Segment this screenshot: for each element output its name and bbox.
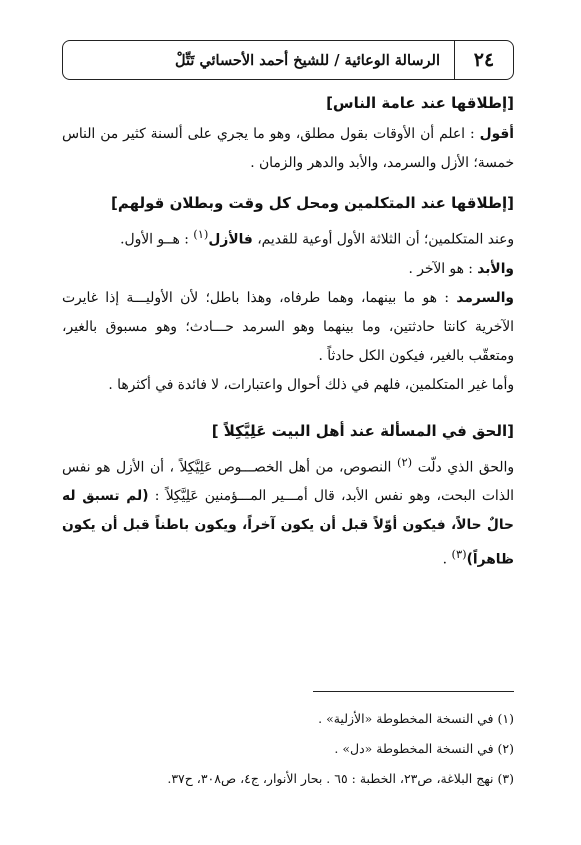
footnote-divider <box>313 691 514 692</box>
paragraph-text: النصوص، من أهل الخصـــوص عَلِيَّكِلاً ، أن الأزل هو نفس الذات البحت، وهو نفس الأبد، قال أمـــير المـــؤمنين عَلِيَّكِلاً : <box>62 459 514 505</box>
page-number: ٢٤ <box>454 41 513 79</box>
term-azal: فالأزل <box>208 231 253 248</box>
paragraph-azal <box>62 220 514 255</box>
term-sarmad: والسرمد <box>456 289 514 306</box>
paragraph-non-theologians: وأما غير المتكلمين، فلهم في ذلك أحوال واعتبارات، لا فائدة في أكثرها . <box>108 376 514 393</box>
paragraph-sarmad <box>62 284 514 371</box>
paragraph-truth <box>62 448 514 575</box>
term-abad: والأبد <box>477 260 514 277</box>
paragraph-text: وعند المتكلمين؛ أن الثلاثة الأول أوعية للقديم، <box>252 231 514 248</box>
footnote-ref-1[interactable]: (١) <box>193 227 209 241</box>
running-title: الرسالة الوعائية / للشيخ أحمد الأحسائي تَتِّلْ <box>175 51 440 69</box>
page-header <box>62 40 514 80</box>
paragraph-text: : هو الآخر . <box>408 260 478 277</box>
footnote-2: (٢) في النسخة المخطوطة «دل» . <box>334 741 514 756</box>
section-heading-theologians: [إطلاقها عند المتكلمين ومحل كل وقت وبطلان قولهم] <box>110 194 514 212</box>
footnote-ref-3[interactable]: (٣) <box>451 547 467 562</box>
footnote-3: (٣) نهج البلاغة، ص٢٣، الخطبة : ٦٥ . بحار الأنوار، ج٤، ص٣٠٨، ح٣٧. <box>167 771 514 786</box>
lead-word-aqul: أقول <box>479 126 514 142</box>
footnotes <box>62 704 514 794</box>
section-heading-ahl-al-bayt: [الحق في المسألة عند أهل البيت عَلِيَّكِلاً ] <box>211 421 514 440</box>
page-body <box>62 86 514 575</box>
footnote-1: (١) في النسخة المخطوطة «الأزلية» . <box>318 711 514 726</box>
section-heading-general: [إطلاقها عند عامة الناس] <box>326 94 514 112</box>
paragraph-text: : هــو الأول. <box>120 231 194 248</box>
paragraph-text: : اعلم أن الأوقات بقول مطلق، وهو ما يجري على ألسنة كثير من الناس خمسة؛ الأزل والسرمد، والأبد والدهر والزمان . <box>62 126 514 171</box>
hadith-quote: (لم تسبق له حالٌ حالاً، فيكون أوّلاً قبل أن يكون آخراً، ويكون باطناً قبل أن يكون ظاهراً) <box>62 488 514 568</box>
paragraph-text: والحق الذي دلّت <box>412 459 514 476</box>
footnote-ref-2[interactable]: (٢) <box>396 454 413 469</box>
paragraph-abad <box>62 255 514 284</box>
paragraph-text: . <box>442 551 452 568</box>
paragraph-text: : هو ما بينهما، وهما طرفاه، وهذا باطل؛ لأن الأوليـــة إذا غايرت الآخرية كانتا حادثتين، وما بينهما وهو السرمد حـــادث؛ وهو مسبوق بالغير، ومتعقّب بالغير، فيكون الكل حادثاً . <box>62 289 514 364</box>
paragraph-general <box>62 120 514 178</box>
